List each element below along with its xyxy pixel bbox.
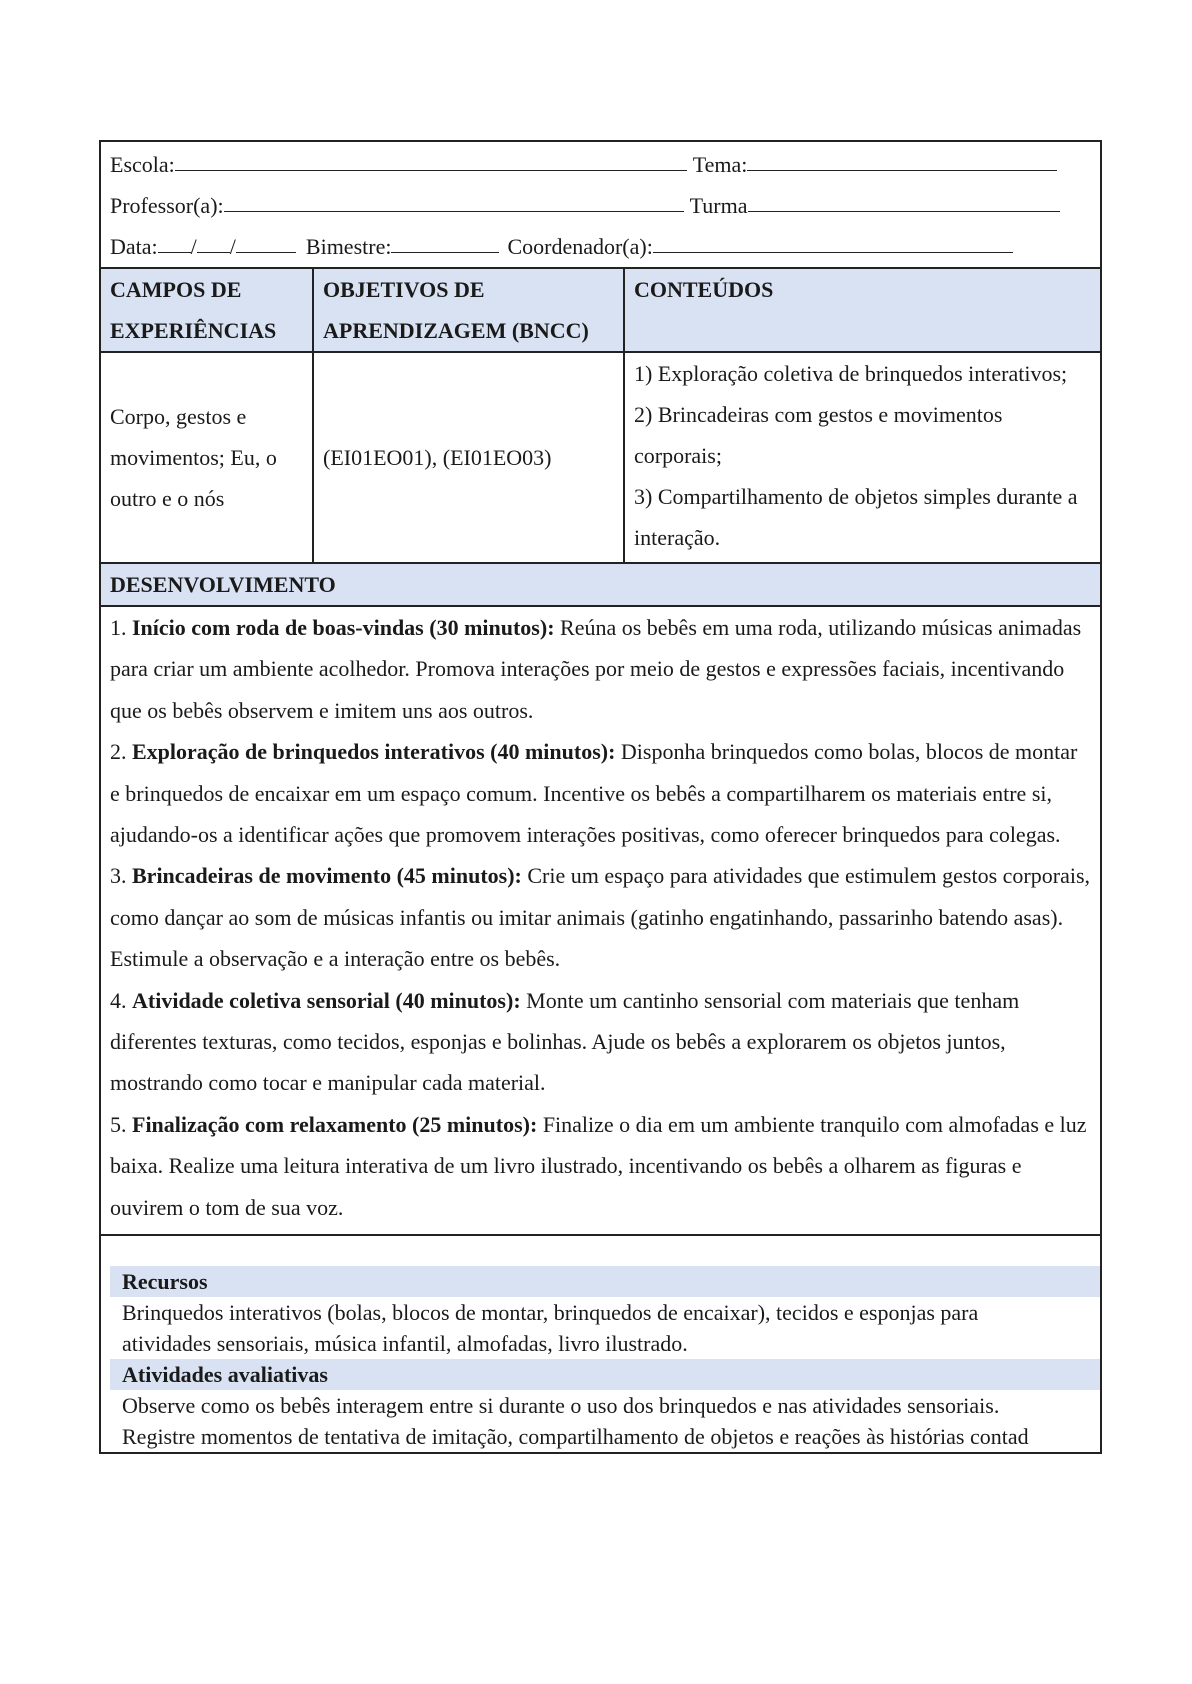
header-line-3 xyxy=(110,226,1100,267)
header-line-2 xyxy=(110,185,1100,226)
turma-field[interactable] xyxy=(748,185,1060,212)
dev-step-text: Finalize o dia em um ambiente tranquilo com almofadas e luz baixa. Realize uma leitura interativa de um livro ilustrado, incentivando os bebês a olharem as figuras e ouvirem o tom de sua voz. xyxy=(110,1111,1087,1220)
objetivos-cell xyxy=(312,353,623,562)
conteudo-item: 3) Compartilhamento de objetos simples durante a interação. xyxy=(634,484,1078,550)
table-header-row xyxy=(101,269,1100,353)
dev-step xyxy=(110,731,1091,855)
campos-value: Corpo, gestos e movimentos; Eu, o outro e o nós xyxy=(110,404,277,511)
dev-step-num: 3. xyxy=(110,863,127,889)
escola-label: Escola: xyxy=(110,152,175,177)
dev-step-title: Exploração de brinquedos interativos (40 minutos): xyxy=(132,739,616,765)
dev-step-text: Crie um espaço para atividades que estimulem gestos corporais, como dançar ao som de músicas infantis ou imitar animais (gatinho engatinhando, passarinho batendo asas). Estimule a observação e a interação entre os bebês. xyxy=(110,863,1091,972)
dev-step-text: Disponha brinquedos como bolas, blocos de montar e brinquedos de encaixar em um espaço comum. Incentive os bebês a compartilharem os materiais entre si, ajudando-os a identificar ações que promovem interações positivas, como oferecer brinquedos para colegas. xyxy=(110,739,1078,848)
conteudos-cell xyxy=(623,353,1100,562)
dev-step-num: 4. xyxy=(110,987,127,1013)
avaliativas-line: Observe como os bebês interagem entre si durante o uso dos brinquedos e nas atividades sensoriais. xyxy=(122,1393,1000,1419)
header-line-1 xyxy=(110,144,1100,185)
bimestre-field[interactable] xyxy=(391,226,499,253)
dev-step xyxy=(110,1104,1091,1228)
dev-step xyxy=(110,855,1091,979)
date-separator: / xyxy=(229,234,236,259)
dev-step-num: 2. xyxy=(110,739,127,765)
dev-step-text: Monte um cantinho sensorial com materiais que tenham diferentes texturas, como tecidos, esponjas e bolinhas. Ajude os bebês a explorarem os objetos juntos, mostrando como tocar e manipular cada material. xyxy=(110,987,1020,1096)
dev-step-num: 1. xyxy=(110,615,127,640)
col-header-conteudos: CONTEÚDOS xyxy=(623,269,1100,351)
data-label: Data: xyxy=(110,234,158,259)
recursos-line: atividades sensoriais, música infantil, almofadas, livro ilustrado. xyxy=(122,1331,688,1357)
date-year-field[interactable] xyxy=(236,226,296,253)
objetivos-value: (EI01EO01), (EI01EO03) xyxy=(323,445,552,470)
professor-label: Professor(a): xyxy=(110,193,224,218)
avaliativas-title: Atividades avaliativas xyxy=(110,1359,1100,1390)
tema-label: Tema: xyxy=(692,152,748,177)
recursos-title: Recursos xyxy=(110,1266,1100,1297)
dev-step-text: Reúna os bebês em uma roda, utilizando músicas animadas para criar um ambiente acolhedor. Promova interações por meio de gestos e expressões faciais, incentivando que os bebês observem e imitem uns aos outros. xyxy=(110,615,1082,723)
professor-field[interactable] xyxy=(224,185,684,212)
tema-field[interactable] xyxy=(747,144,1057,171)
escola-field[interactable] xyxy=(175,144,687,171)
lesson-plan-sheet xyxy=(99,140,1102,1454)
coordenador-field[interactable] xyxy=(653,226,1013,253)
dev-step-title: Brincadeiras de movimento (45 minutos): xyxy=(132,863,522,889)
turma-label: Turma xyxy=(689,193,748,218)
col-header-objetivos: OBJETIVOS DE APRENDIZAGEM (BNCC) xyxy=(312,269,623,351)
table-body-row xyxy=(101,353,1100,564)
dev-step-title: Atividade coletiva sensorial (40 minutos): xyxy=(132,987,521,1013)
bimestre-label: Bimestre: xyxy=(305,234,392,259)
dev-step-title: Início com roda de boas-vindas (30 minutos): xyxy=(132,615,555,640)
campos-cell xyxy=(101,353,312,562)
desenvolvimento-body xyxy=(101,607,1100,1236)
recursos-avaliativas-block xyxy=(101,1236,1100,1452)
date-separator: / xyxy=(190,234,197,259)
header-block xyxy=(101,142,1100,269)
date-month-field[interactable] xyxy=(197,226,230,253)
conteudo-item: 1) Exploração coletiva de brinquedos interativos; xyxy=(634,361,1068,386)
col-header-campos: CAMPOS DE EXPERIÊNCIAS xyxy=(110,277,277,343)
dev-step xyxy=(110,980,1091,1104)
dev-step-num: 5. xyxy=(110,1111,127,1137)
desenvolvimento-title: DESENVOLVIMENTO xyxy=(101,564,1100,607)
avaliativas-line: Registre momentos de tentativa de imitação, compartilhamento de objetos e reações às histórias contad xyxy=(122,1424,1029,1450)
dev-step xyxy=(110,607,1091,731)
date-day-field[interactable] xyxy=(158,226,191,253)
conteudo-item: 2) Brincadeiras com gestos e movimentos corporais; xyxy=(634,402,1003,468)
recursos-line: Brinquedos interativos (bolas, blocos de montar, brinquedos de encaixar), tecidos e esponjas para xyxy=(122,1300,979,1326)
coordenador-label: Coordenador(a): xyxy=(507,234,653,259)
dev-step-title: Finalização com relaxamento (25 minutos): xyxy=(132,1111,538,1137)
